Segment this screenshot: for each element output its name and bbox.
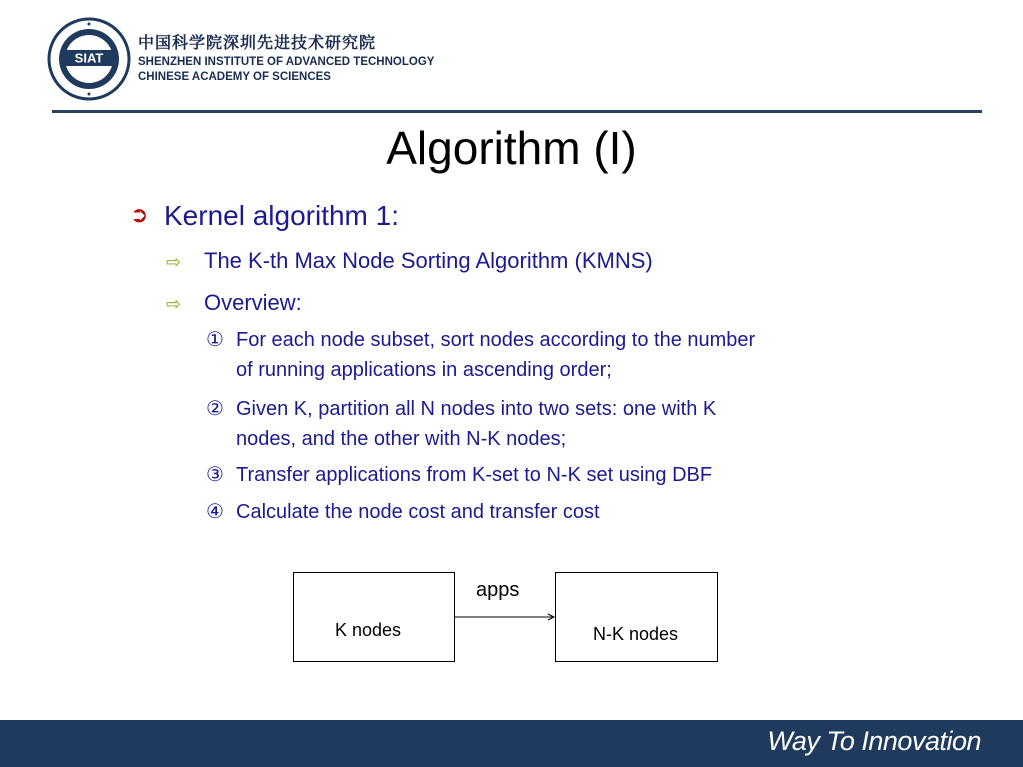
step-3 (206, 460, 926, 490)
sub-bullet-text: Overview: (204, 290, 302, 315)
bullet-text: Kernel algorithm 1: (164, 200, 400, 231)
step-1 (206, 325, 926, 385)
logo-text: SIAT (74, 50, 104, 66)
transfer-arrow (455, 611, 557, 623)
footer-slogan: Way To Innovation (767, 726, 981, 756)
step-4 (206, 497, 926, 527)
step-text-cont: of running applications in ascending order; (236, 359, 612, 381)
institute-name-cn: 中国科学院深圳先进技术研究院 (138, 35, 377, 52)
step-text: Calculate the node cost and transfer cost (236, 501, 600, 523)
step-text: For each node subset, sort nodes according to the number (236, 329, 756, 351)
step-number: ④ (206, 501, 224, 523)
siat-logo (47, 17, 131, 101)
sub-bullet-overview (166, 289, 302, 318)
k-nodes-box (293, 572, 455, 662)
step-text: Transfer applications from K-set to N-K set using DBF (236, 464, 713, 486)
institute-name-en-2: CHINESE ACADEMY OF SCIENCES (138, 71, 331, 83)
sub-bullet-kmns (166, 247, 653, 276)
k-nodes-label: K nodes (335, 620, 402, 640)
nk-nodes-label: N-K nodes (593, 624, 679, 644)
slide-title: Algorithm (I) (386, 122, 637, 174)
institute-name (138, 34, 434, 85)
step-text-cont: nodes, and the other with N-K nodes; (236, 428, 567, 450)
step-number: ② (206, 398, 224, 420)
arrow-label: apps (476, 579, 520, 601)
sub-bullet-text: The K-th Max Node Sorting Algorithm (KMNS) (204, 248, 653, 273)
nk-nodes-box (555, 572, 718, 662)
step-text: Given K, partition all N nodes into two sets: one with K (236, 398, 717, 420)
outline-arrow-icon: ⇨ (166, 294, 182, 314)
bullet-kernel-algorithm (130, 198, 399, 233)
header-divider (52, 110, 982, 113)
outline-arrow-icon: ⇨ (166, 252, 182, 272)
slide-footer (0, 720, 1023, 767)
step-number: ① (206, 329, 224, 351)
institute-name-en-1: SHENZHEN INSTITUTE OF ADVANCED TECHNOLOGY (138, 56, 435, 68)
step-2 (206, 394, 926, 454)
slide-header (0, 0, 1023, 118)
step-number: ③ (206, 464, 224, 486)
arrow-bullet-icon: ➲ (130, 202, 149, 227)
